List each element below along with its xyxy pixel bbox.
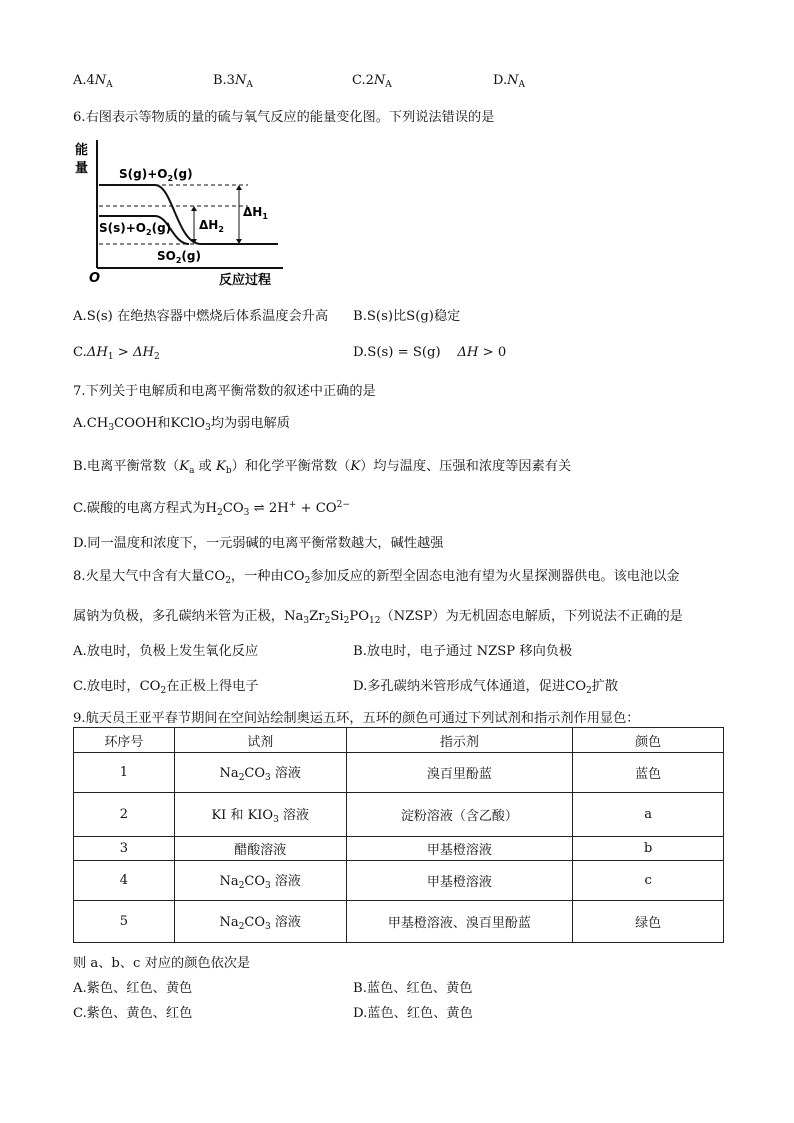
q7-option-d: D.同一温度和浓度下，一元弱碱的电离平衡常数越大，碱性越强 [73, 536, 444, 551]
table-row: 3 醋酸溶液 甲基橙溶液 b [74, 837, 724, 861]
header-ring-number: 环序号 [74, 728, 175, 753]
table-row: 2 KI 和 $KIO_3$ 溶液 淀粉溶液（含乙酸） a [74, 793, 724, 837]
q5-option-a: $A.4N_A$ [73, 73, 113, 90]
table-row: 1 $Na_2CO_3$ 溶液 溴百里酚蓝 蓝色 [74, 753, 724, 793]
q9-option-c: C.紫色、黄色、红色 [73, 1006, 193, 1021]
q9-option-a: A.紫色、红色、黄色 [73, 981, 193, 996]
table-row: 4 $Na_2CO_3$ 溶液 甲基橙溶液 c [74, 861, 724, 901]
q6-option-a: A.S(s) 在绝热容器中燃烧后体系温度会升高 [73, 309, 329, 324]
q8-stem-line2: 属钠为负极，多孔碳纳米管为正极，$Na_3Zr_2Si_2PO_{12}(NZSP)$为无机固态电解质，下列说法不正确的是 [73, 609, 683, 626]
q7-stem: 7.下列关于电解质和电离平衡常数的叙述中正确的是 [73, 384, 376, 399]
q6-option-c: $C.\Delta H_1 > \Delta H_2$ [73, 345, 160, 362]
q5-option-c: $C.2N_A$ [352, 73, 392, 90]
q9-option-b: B.蓝色、红色、黄色 [353, 981, 473, 996]
q8-option-c: C.放电时，$CO_2$在正极上得电子 [73, 679, 259, 696]
header-indicator: 指示剂 [346, 728, 573, 753]
x-axis-label: 反应过程 [219, 273, 272, 288]
level-top-label: $S(g)+O_2(g)$ [119, 167, 193, 183]
q8-option-b: B.放电时，电子通过 NZSP 移向负极 [353, 644, 573, 659]
table-header-row [74, 728, 724, 753]
q9-followup: 则 a、b、c 对应的颜色依次是 [73, 956, 251, 971]
y-label-2: 量 [75, 161, 89, 176]
q5-option-d: $D.N_A$ [493, 73, 525, 90]
y-label-1: 能 [75, 143, 89, 158]
q7-option-c: C.碳酸的电离方程式为$H_2CO_3$ ⇌ $2H^+ + CO^{2-}$ [73, 500, 350, 518]
q8-option-d: D.多孔碳纳米管形成气体通道，促进$CO_2$扩散 [353, 679, 619, 696]
q6-option-b: B.S(s)比S(g)稳定 [353, 309, 461, 324]
q9-stem: 9.航天员王亚平春节期间在空间站绘制奥运五环，五环的颜色可通过下列试剂和指示剂作用显色： [73, 711, 640, 726]
q7-option-a: $A.CH_3COOH$和KClO$_3$均为弱电解质 [73, 416, 290, 433]
q5-option-b: $B.3N_A$ [213, 73, 253, 90]
energy-diagram [73, 136, 288, 288]
level-mid-label: $S(s)+O_2(g)$ [99, 221, 172, 237]
level-bottom-label: $SO_2(g)$ [157, 249, 201, 265]
q6-option-d: D.S(s) = S(g) ΔH > 0 [353, 345, 507, 360]
origin-label: O [89, 271, 101, 286]
header-reagent: 试剂 [174, 728, 346, 753]
q6-stem: 6.右图表示等物质的量的硫与氧气反应的能量变化图。下列说法错误的是 [73, 110, 495, 125]
q9-option-d: D.蓝色、红色、黄色 [353, 1006, 473, 1021]
table-row: 5 $Na_2CO_3$ 溶液 甲基橙溶液、溴百里酚蓝 绿色 [74, 901, 724, 943]
header-color: 颜色 [573, 728, 724, 753]
q8-stem-line1: 8.火星大气中含有大量$CO_2$，一种由$CO_2$参加反应的新型全固态电池有望为火星探测器供电。该电池以金 [73, 569, 680, 586]
dh1-label: $\Delta H_1$ [243, 205, 268, 221]
dh2-label: $\Delta H_2$ [199, 218, 224, 234]
q9-table [73, 727, 724, 943]
q8-option-a: A.放电时，负极上发生氧化反应 [73, 644, 259, 659]
q7-option-b: B.电离平衡常数（$K_a$ 或 $K_b$）和化学平衡常数（K）均与温度、压强和浓度等因素有关 [73, 459, 572, 476]
